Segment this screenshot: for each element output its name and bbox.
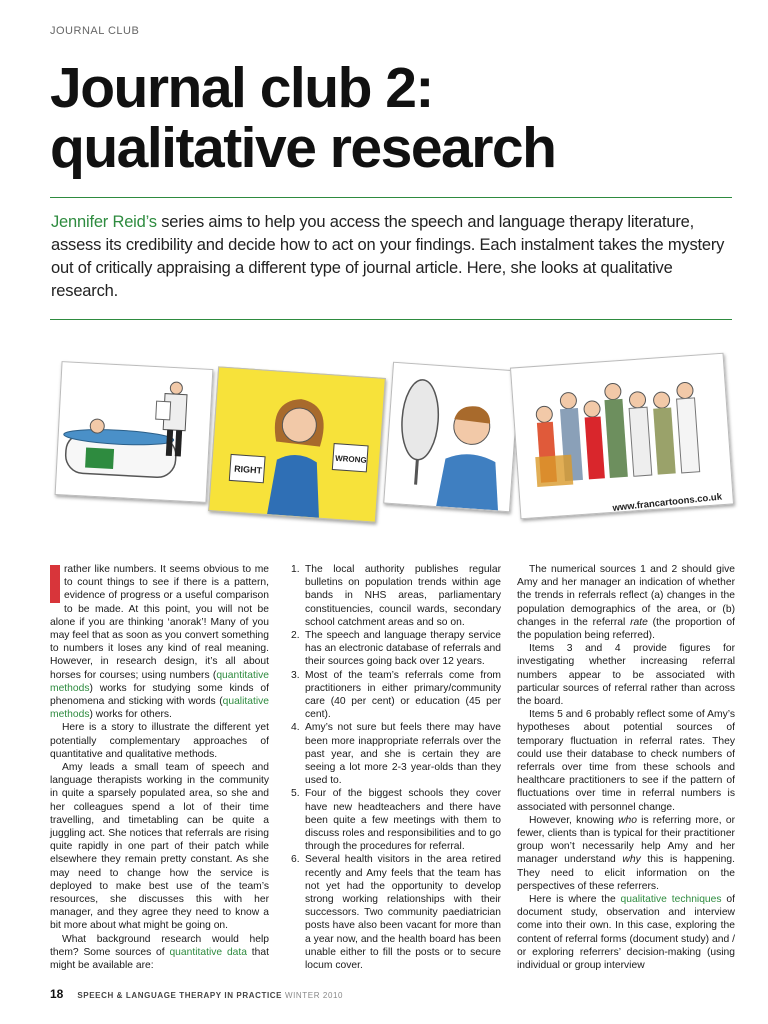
section-label: JOURNAL CLUB — [50, 25, 140, 37]
divider-top — [50, 197, 732, 198]
column-1 — [50, 563, 269, 972]
list-item: 6. Several health visitors in the area retired recently and Amy feels that the team has not yet had the opportunity to develop strong working relationships with their successors. Two community paediatrician posts have also been vacant for more than a year now, and the health board has been unable either to fill the posts or to secure locum cover. — [291, 854, 501, 972]
list-item: 5. Four of the biggest schools they cover have new headteachers and there have been quite a few meetings with them to discuss roles and responsibilities and to go through the procedures for referral. — [291, 788, 501, 853]
standfirst-text: series aims to help you access the speech and language therapy literature, assess its credibility and decide how to act on your findings. Each instalment takes the mystery out of critically appraising a different type of journal article. Here, she looks at qualitative research. — [51, 213, 725, 300]
cartoon-credit: www.francartoons.co.uk — [612, 491, 723, 514]
magazine-name: SPEECH & LANGUAGE THERAPY IN PRACTICE — [77, 991, 283, 1000]
paragraph-3: Amy leads a small team of speech and language therapists working in the community in quite a sparsely populated area, so she and her colleagues spend a lot of their time travelling, and timetabling can be quite a juggling act. She notices that referrals are rising quite rapidly in one part of their patch while elsewhere they remain pretty constant. As she may need to change how the service is deployed to make best use of the team’s resources, she discusses this with her manager, and they agree they need to know a bit more about what might be going on. — [50, 762, 269, 932]
paragraph-intro: rather like numbers. It seems obvious to me to count things to see if there is a pattern, evidence of progress or a useful comparison to be made. At this point, you will not be alone if you are thinking ‘anorak’! Many of you may feel that as soon as you convert something to numbers it loses any kind of real meaning. However, in research design, it’s all about horses for courses; using numbers (quantitative methods) works for studying some kinds of phenomena and sticking with words (qualitative methods) works for others. — [50, 564, 269, 721]
page-number: 18 — [50, 987, 64, 1001]
list-item: 3. Most of the team’s referrals come from practitioners in either primary/community care (40 per cent) or education (45 per cent). — [291, 669, 501, 721]
column-3 — [517, 563, 735, 972]
term-qualitative-methods: qualitative methods — [50, 696, 269, 721]
author-name: Jennifer Reid’s — [51, 213, 157, 231]
paragraph-9: Here is where the qualitative techniques of document study, observation and interview come into their own. In this case, exploring the content of referral forms (document study) and / or exploring referrers’ decision-making (using individual or group interview — [517, 894, 735, 972]
column-2 — [291, 563, 501, 972]
list-item: 2. The speech and language therapy service has an electronic database of referrals and their sources going back over 12 years. — [291, 630, 501, 668]
box-right-label: RIGHT — [233, 463, 263, 476]
page-title — [50, 58, 730, 178]
term-quantitative-data: quantitative data — [169, 946, 247, 958]
title-line-1: Journal club 2: — [50, 56, 433, 120]
mirror-illustration — [384, 363, 518, 511]
paragraph-8: However, knowing who is referring more, or fewer, clients than is typical for their practitioner group won’t necessarily help Amy and her manager understand why this is happening. They need to elicit information on the perspectives of these referrers. — [517, 814, 735, 892]
divider-bottom — [50, 319, 732, 320]
paragraph-5: The numerical sources 1 and 2 should give Amy and her manager an indication of whether the trends in referrals reflect (a) changes in the population demographics of the area, or (b) changes in the referral rate (the proportion of the population being referred). — [517, 564, 736, 642]
cartoon-mirror — [383, 362, 520, 513]
list-item: 1. The local authority publishes regular bulletins on population trends within age bands in NHS areas, parliamentary constituencies, council wards, secondary school catchment areas and so on. — [291, 564, 501, 628]
title-line-2: qualitative research — [50, 116, 556, 180]
paragraph-2: Here is a story to illustrate the different yet potentially complementary approaches of quantitative and qualitative methods. — [50, 722, 269, 760]
list-item: 4. Amy’s not sure but feels there may have been more inappropriate referrals over the past year, and she is certain they are seeing a lot more 2-3 year-olds than they used to. — [291, 722, 501, 787]
standfirst — [51, 211, 736, 303]
paragraph-7: Items 5 and 6 probably reflect some of Amy’s hypotheses about potential sources of temporary fluctuation in referral rates. They could use their database to check numbers of referrals over time from these schools and healthcare practitioners to see if the pattern of fluctuations over time in referral numbers is associated with personnel change. — [517, 709, 735, 813]
issue-season: WINTER 2010 — [284, 991, 344, 1000]
right-wrong-illustration — [209, 367, 385, 521]
cartoon-bath — [55, 361, 214, 503]
page-footer — [50, 987, 343, 1001]
data-sources-list — [291, 563, 501, 972]
box-wrong-label: WRONG — [334, 453, 367, 465]
drop-cap-bar — [50, 565, 60, 603]
cartoon-right-wrong — [208, 366, 386, 522]
term-qualitative-techniques: qualitative techniques — [620, 894, 722, 906]
paragraph-4: What background research would help them? Some sources of quantitative data that might be available are: — [50, 933, 269, 972]
paragraph-6: Items 3 and 4 provide figures for investigating whether increasing referral numbers appear to be associated with particular sources of referral rather than across the board. — [517, 643, 735, 708]
term-quantitative-methods: quantitative methods — [50, 669, 269, 694]
bath-illustration — [56, 362, 213, 502]
